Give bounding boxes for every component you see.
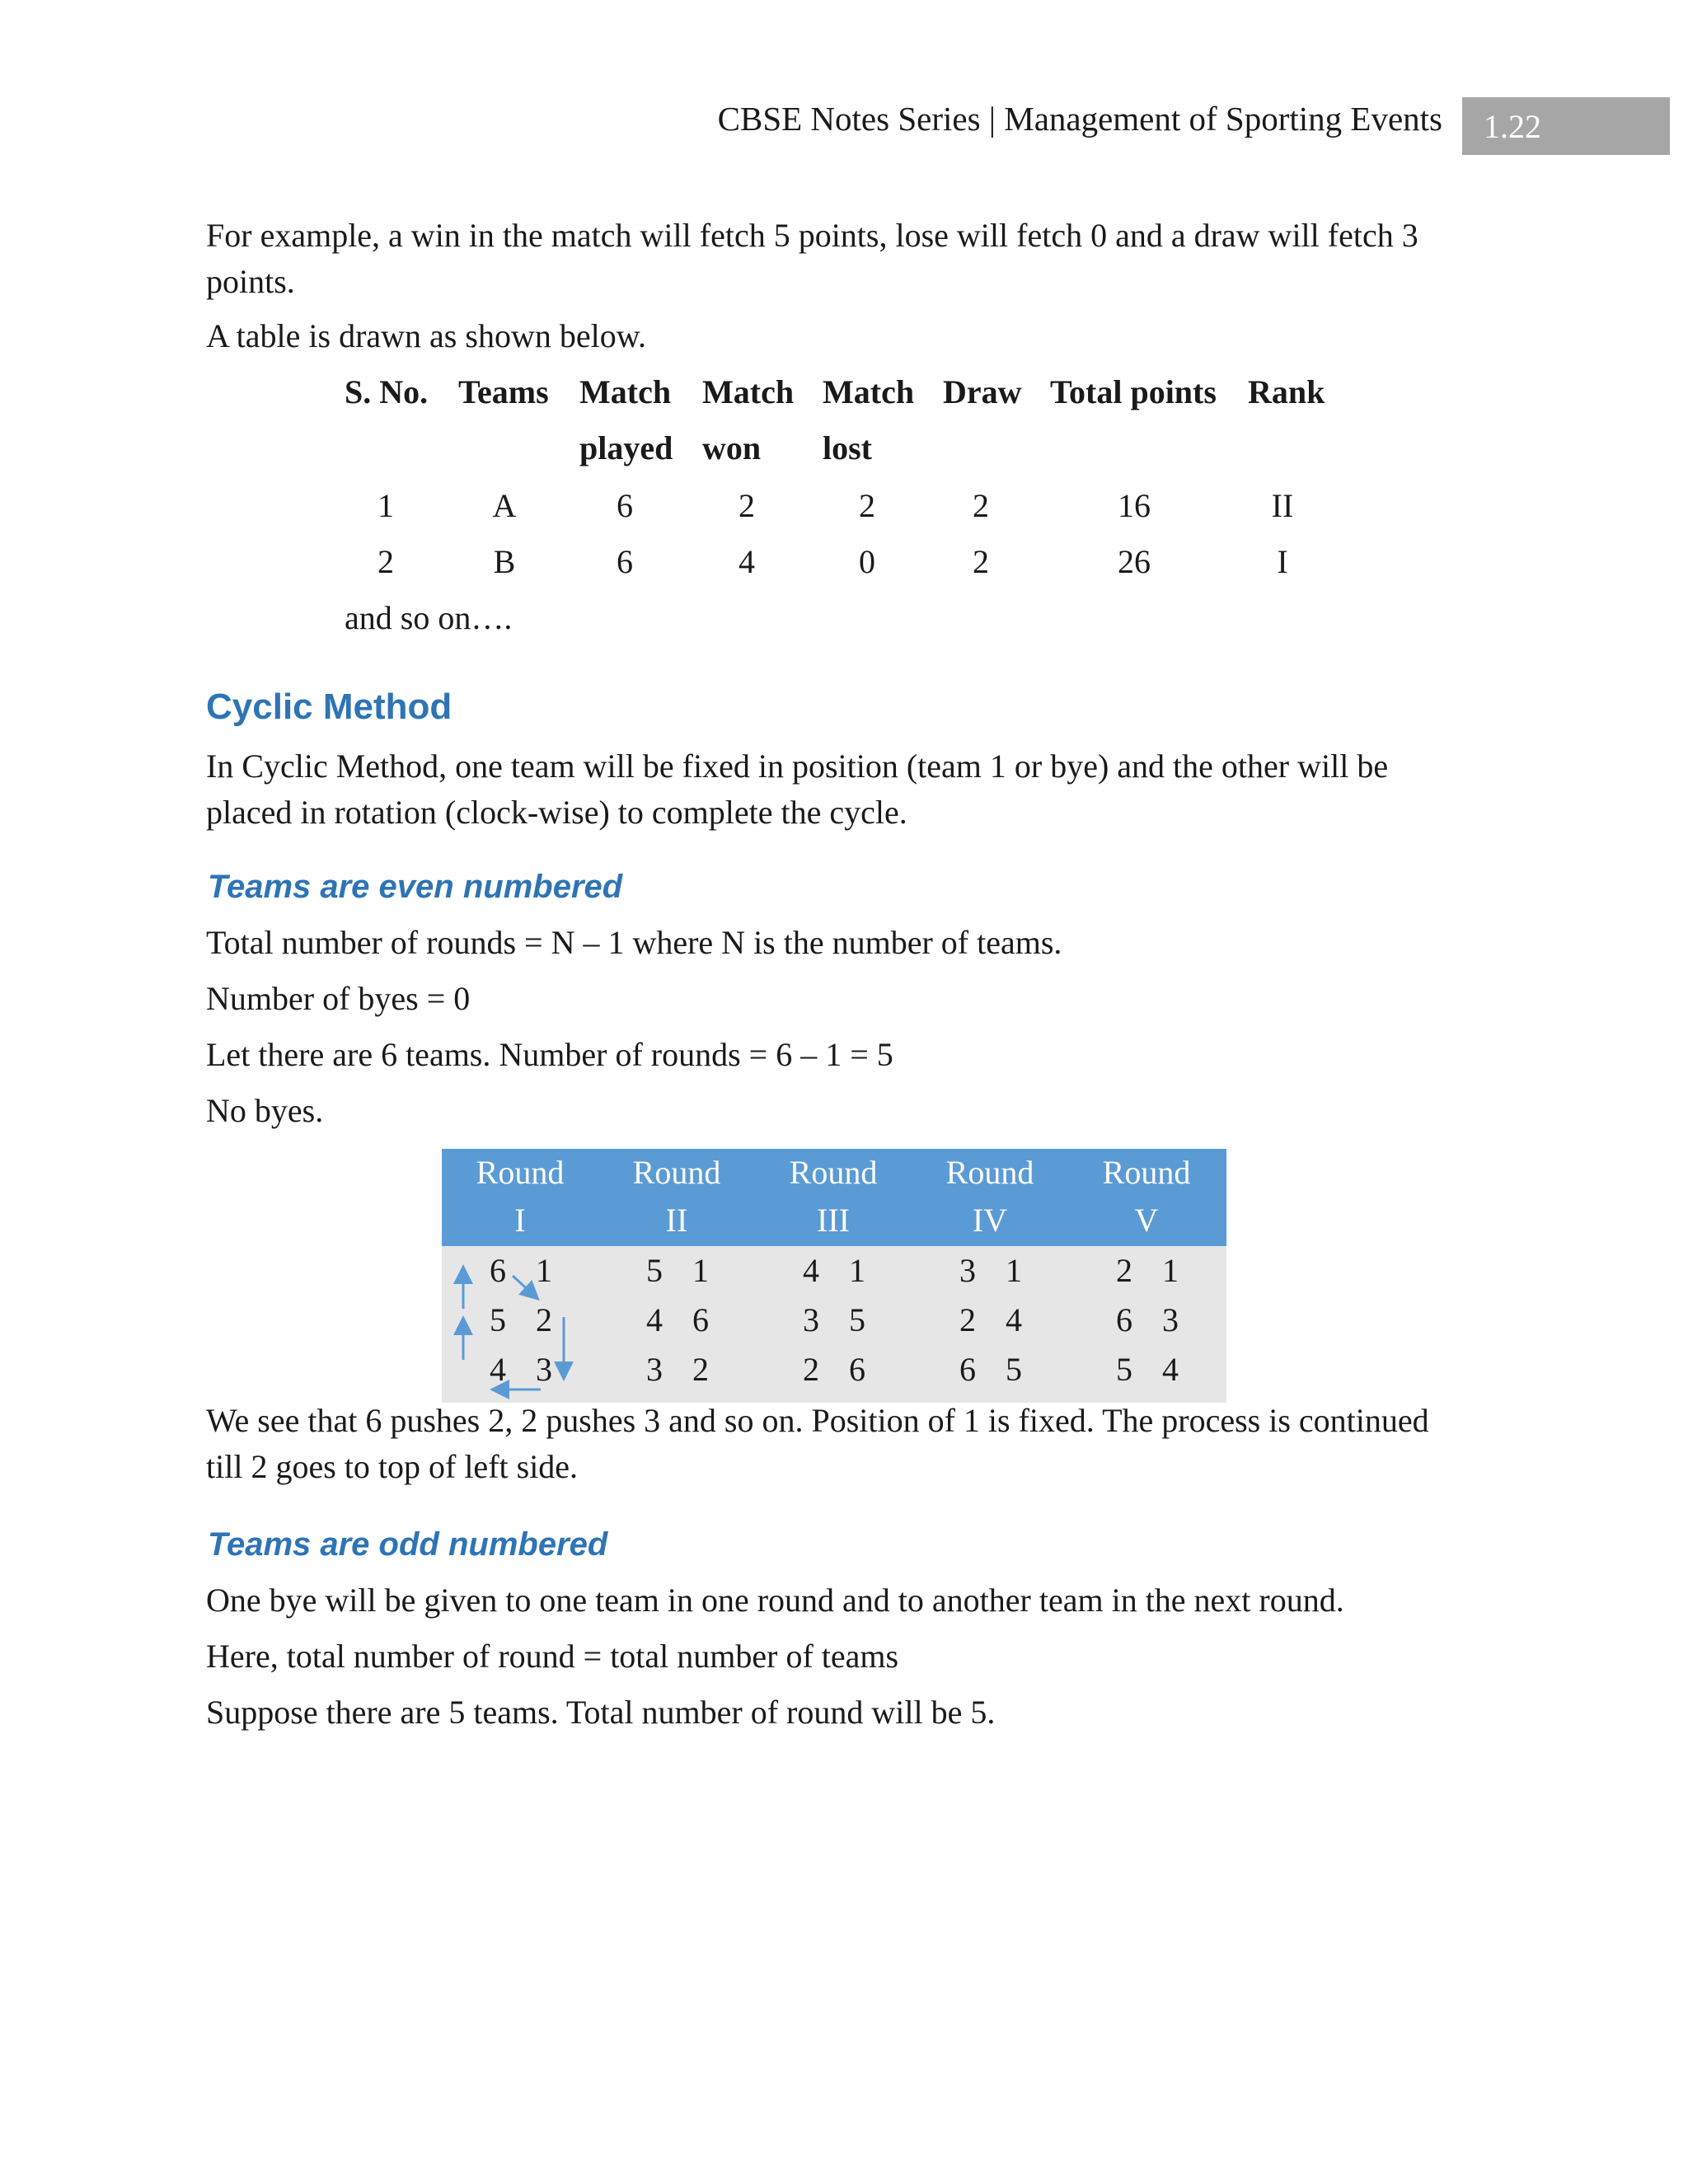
pair-cell: 6 bbox=[490, 1252, 506, 1289]
pair-cell: 3 bbox=[803, 1301, 819, 1338]
table-cell: 2 bbox=[973, 543, 989, 580]
cyclic-paragraph: In Cyclic Method, one team will be fixed in position (team 1 or bye) and the other will be placed in rotation (clock-wise) to complete the cycle. bbox=[206, 748, 1389, 831]
pair-cell: 1 bbox=[1162, 1252, 1179, 1289]
table-cell: A bbox=[492, 487, 517, 524]
col-header-sno: S. No. bbox=[345, 373, 429, 410]
table-intro: A table is drawn as shown below. bbox=[206, 317, 646, 354]
pair-cell: 1 bbox=[849, 1252, 865, 1289]
even-line-1: Total number of rounds = N – 1 where N is the number of teams. bbox=[206, 924, 1062, 961]
subheading-odd: Teams are odd numbered bbox=[208, 1526, 608, 1563]
pair-cell: 4 bbox=[490, 1351, 506, 1388]
round-header-3-num: III bbox=[817, 1202, 850, 1239]
col-header-teams: Teams bbox=[458, 373, 549, 410]
even-line-4: No byes. bbox=[206, 1092, 324, 1129]
pair-cell: 5 bbox=[490, 1301, 506, 1338]
pair-cell: 3 bbox=[1162, 1301, 1179, 1338]
col-header-played: Match bbox=[579, 373, 672, 410]
pair-cell: 1 bbox=[1006, 1252, 1022, 1289]
pair-cell: 6 bbox=[849, 1351, 865, 1388]
round-header-2-num: II bbox=[665, 1202, 688, 1239]
col-header-won: Match bbox=[702, 373, 795, 410]
pair-cell: 3 bbox=[646, 1351, 663, 1388]
table-cell: 2 bbox=[738, 487, 755, 524]
table-cell: 6 bbox=[617, 543, 633, 580]
col-header-total-points: Total points bbox=[1050, 373, 1217, 410]
after-table-paragraph: We see that 6 pushes 2, 2 pushes 3 and so on. Position of 1 is fixed. The process is continued till 2 goes to top of left side. bbox=[206, 1402, 1429, 1485]
col-header-rank: Rank bbox=[1248, 373, 1325, 410]
pair-cell: 4 bbox=[646, 1301, 663, 1338]
col-header-played-2: played bbox=[579, 429, 673, 466]
diagonal-arrow-icon bbox=[513, 1276, 532, 1294]
round-header-3: Round bbox=[789, 1154, 878, 1191]
table-cell: 16 bbox=[1118, 487, 1151, 524]
round-header-1: Round bbox=[476, 1154, 565, 1191]
odd-line-2: Here, total number of round = total number of teams bbox=[206, 1638, 899, 1675]
pair-cell: 5 bbox=[1116, 1351, 1132, 1388]
pair-cell: 2 bbox=[692, 1351, 709, 1388]
round-header-1-num: I bbox=[514, 1202, 526, 1239]
odd-line-3: Suppose there are 5 teams. Total number of round will be 5. bbox=[206, 1694, 996, 1731]
round-header-5: Round bbox=[1102, 1154, 1191, 1191]
subheading-even: Teams are even numbered bbox=[208, 869, 623, 905]
section-heading-cyclic: Cyclic Method bbox=[206, 687, 452, 727]
running-header: CBSE Notes Series | Management of Sporting Events bbox=[717, 100, 1442, 138]
pair-cell: 5 bbox=[646, 1252, 663, 1289]
round-header-4-num: IV bbox=[972, 1202, 1008, 1239]
pair-cell: 5 bbox=[1006, 1351, 1022, 1388]
pair-cell: 6 bbox=[959, 1351, 976, 1388]
table-cell: B bbox=[493, 543, 516, 580]
pair-cell: 3 bbox=[959, 1252, 976, 1289]
table-cell: 2 bbox=[377, 543, 394, 580]
pair-cell: 3 bbox=[536, 1351, 552, 1388]
pair-cell: 2 bbox=[959, 1301, 976, 1338]
col-header-lost: Match bbox=[823, 373, 915, 410]
pair-cell: 2 bbox=[536, 1301, 552, 1338]
odd-line-1: One bye will be given to one team in one round and to another team in the next round. bbox=[206, 1582, 1344, 1619]
pair-cell: 5 bbox=[849, 1301, 865, 1338]
table-footer: and so on…. bbox=[345, 599, 513, 636]
round-header-5-num: V bbox=[1134, 1202, 1159, 1239]
table-cell: 2 bbox=[973, 487, 989, 524]
table-cell: 4 bbox=[738, 543, 755, 580]
even-line-2: Number of byes = 0 bbox=[206, 980, 471, 1017]
round-header-2: Round bbox=[632, 1154, 721, 1191]
table-cell: 0 bbox=[859, 543, 875, 580]
pair-cell: 1 bbox=[692, 1252, 709, 1289]
pair-cell: 6 bbox=[1116, 1301, 1132, 1338]
col-header-won-2: won bbox=[702, 429, 762, 466]
pair-cell: 2 bbox=[1116, 1252, 1132, 1289]
col-header-draw: Draw bbox=[943, 373, 1022, 410]
pair-cell: 2 bbox=[803, 1351, 819, 1388]
table-cell: II bbox=[1271, 487, 1294, 524]
table-cell: 1 bbox=[377, 487, 394, 524]
pair-cell: 4 bbox=[1006, 1301, 1022, 1338]
pair-cell: 4 bbox=[1162, 1351, 1179, 1388]
even-line-3: Let there are 6 teams. Number of rounds = 6 – 1 = 5 bbox=[206, 1036, 893, 1073]
table-cell: 6 bbox=[617, 487, 633, 524]
pair-cell: 1 bbox=[536, 1252, 552, 1289]
intro-paragraph: For example, a win in the match will fetch 5 points, lose will fetch 0 and a draw will fetch 3 points. bbox=[206, 217, 1418, 300]
table-cell: I bbox=[1277, 543, 1288, 580]
col-header-lost-2: lost bbox=[823, 429, 872, 466]
pair-cell: 4 bbox=[803, 1252, 819, 1289]
round-header-4: Round bbox=[945, 1154, 1034, 1191]
page-number: 1.22 bbox=[1484, 108, 1541, 145]
pair-cell: 6 bbox=[692, 1301, 709, 1338]
table-cell: 2 bbox=[859, 487, 875, 524]
table-cell: 26 bbox=[1118, 543, 1151, 580]
